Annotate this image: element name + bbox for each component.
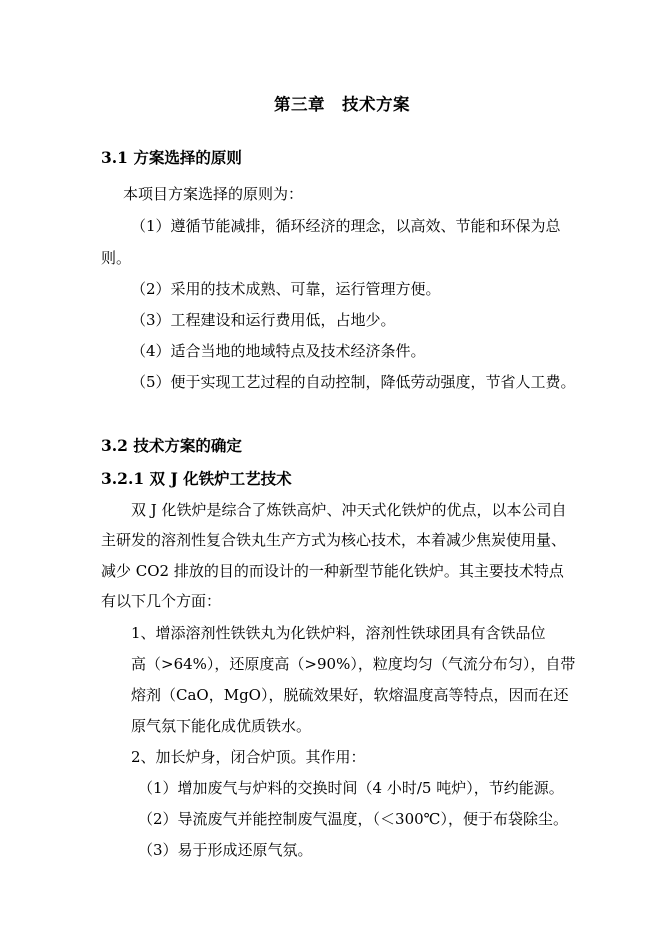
effect-line: （3）易于形成还原气氛。 [138, 841, 313, 859]
subsection-heading-3-2-1: 3.2.1 双 J 化铁炉工艺技术 [101, 469, 292, 488]
principle-line: （5）便于实现工艺过程的自动控制，降低劳动强度，节省人工费。 [131, 373, 576, 391]
effect-line: （1）增加废气与炉料的交换时间（4 小时/5 吨炉），节约能源。 [138, 779, 564, 797]
list-item-line: 1、增添溶剂性铁铁丸为化铁炉料，溶剂性铁球团具有含铁品位 [131, 624, 546, 642]
principle-line: （4）适合当地的地域特点及技术经济条件。 [131, 342, 426, 360]
chapter-title: 第三章 技术方案 [274, 95, 410, 114]
principle-line: 则。 [101, 249, 132, 267]
effect-line: （2）导流废气并能控制废气温度，（＜300℃），便于布袋除尘。 [138, 810, 568, 828]
list-item-line: 熔剂（CaO，MgO），脱硫效果好，软熔温度高等特点，因而在还 [131, 686, 569, 704]
paragraph-line: 减少 CO2 排放的目的而设计的一种新型节能化铁炉。其主要技术特点 [101, 562, 564, 580]
paragraph-line: 主研发的溶剂性复合铁丸生产方式为核心技术，本着减少焦炭使用量、 [101, 531, 567, 549]
list-item-line: 高（>64%），还原度高（>90%），粒度均匀（气流分布匀），自带 [131, 655, 576, 673]
principle-line: （2）采用的技术成熟、可靠，运行管理方便。 [131, 280, 441, 298]
paragraph-line: 有以下几个方面： [101, 592, 222, 610]
section-heading-3-1: 3.1 方案选择的原则 [101, 148, 242, 167]
principle-line: （3）工程建设和运行费用低，占地少。 [131, 311, 396, 329]
paragraph-line: 本项目方案选择的原则为： [123, 185, 304, 203]
principle-line: （1）遵循节能减排，循环经济的理念，以高效、节能和环保为总 [131, 217, 561, 235]
paragraph-line: 双 J 化铁炉是综合了炼铁高炉、冲天式化铁炉的优点，以本公司自 [131, 501, 567, 519]
list-item-line: 原气氛下能化成优质铁水。 [131, 717, 312, 735]
list-item-line: 2、加长炉身，闭合炉顶。其作用： [131, 748, 366, 766]
section-heading-3-2: 3.2 技术方案的确定 [101, 436, 242, 455]
